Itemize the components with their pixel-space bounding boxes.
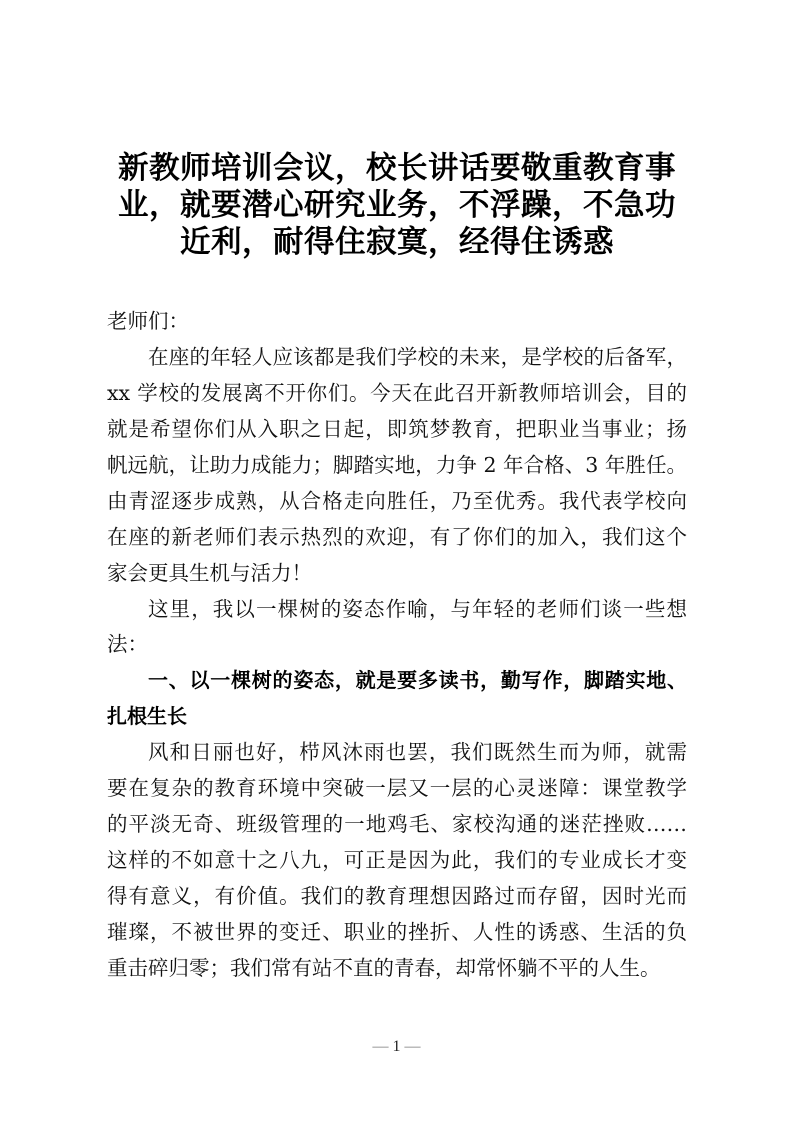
paragraph-section-1	[107, 735, 687, 987]
text-line: 璀璨，不被世界的变迁、职业的挫折、人性的诱惑、生活的负	[107, 919, 687, 944]
text-line: 的平淡无奇、班级管理的一地鸡毛、家校沟通的迷茫挫败……	[107, 812, 687, 837]
text-line: 就是希望你们从入职之日起，即筑梦教育，把职业当事业；扬	[107, 416, 687, 441]
heading-line: 一、以一棵树的姿态，就是要多读书，勤写作，脚踏实地、	[148, 668, 687, 693]
heading-line: 扎根生长	[107, 704, 187, 729]
text-line: 法：	[107, 632, 148, 657]
title-line: 近利，耐得住寂寞，经得住诱惑	[180, 225, 614, 260]
title-line: 新教师培训会议，校长讲话要敬重教育事	[118, 151, 676, 186]
title-line: 业，就要潜心研究业务，不浮躁，不急功	[118, 188, 676, 223]
text-line: 要在复杂的教育环境中突破一层又一层的心灵迷障：课堂教学	[107, 776, 687, 801]
document-body	[107, 304, 687, 987]
section-heading-1	[107, 663, 687, 735]
document-title	[107, 150, 687, 261]
page-number-value: 1	[392, 1038, 401, 1055]
text-line: 家会更具生机与活力！	[107, 560, 312, 585]
page-number	[0, 1038, 793, 1056]
text-line: 在座的年轻人应该都是我们学校的未来，是学校的后备军，	[148, 344, 687, 369]
salutation: 老师们：	[107, 309, 189, 333]
text-line: 帆远航，让助力成能力；脚踏实地，力争 2 年合格、3 年胜任。	[107, 452, 687, 477]
paragraph-metaphor	[107, 592, 687, 664]
text-line: 这样的不如意十之八九，可正是因为此，我们的专业成长才变	[107, 848, 687, 873]
paragraph-intro	[107, 340, 687, 592]
text-line: xx 学校的发展离不开你们。今天在此召开新教师培训会，目的	[107, 380, 687, 405]
text-line: 风和日丽也好，栉风沐雨也罢，我们既然生而为师，就需	[148, 740, 687, 765]
text-line: 得有意义，有价值。我们的教育理想因路过而存留，因时光而	[107, 884, 687, 908]
text-line: 重击碎归零；我们常有站不直的青春，却常怀躺不平的人生。	[107, 955, 661, 980]
page-number-dash-left: —	[372, 1038, 389, 1055]
text-line: 这里，我以一棵树的姿态作喻，与年轻的老师们谈一些想	[148, 596, 687, 621]
text-line: 由青涩逐步成熟，从合格走向胜任，乃至优秀。我代表学校向	[107, 488, 687, 513]
text-line: 在座的新老师们表示热烈的欢迎，有了你们的加入，我们这个	[107, 524, 687, 549]
page-number-dash-right: —	[404, 1038, 421, 1055]
